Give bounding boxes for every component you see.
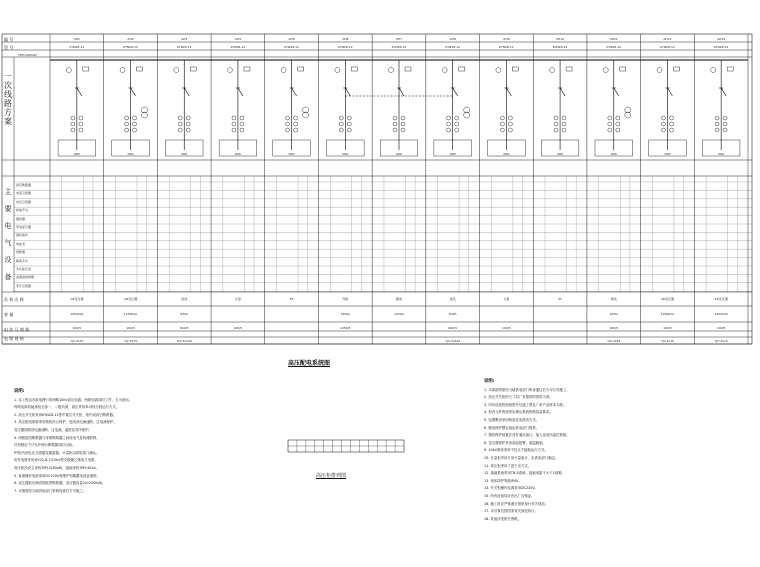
ct-icon bbox=[294, 122, 298, 126]
ct-ratio: 100/5 bbox=[663, 326, 672, 330]
ct-icon bbox=[554, 116, 558, 120]
breaker-icon bbox=[667, 88, 672, 96]
relay-icon bbox=[673, 67, 679, 71]
ct-icon bbox=[401, 116, 405, 120]
ct-icon bbox=[79, 128, 83, 132]
ct-icon bbox=[508, 122, 512, 126]
note-line: 任何情况下只允许两台断路器同时合闸。 bbox=[14, 443, 76, 448]
ct-ratio: 100/5 bbox=[126, 326, 135, 330]
load-name: 进线 bbox=[181, 297, 188, 301]
notes-left bbox=[14, 388, 284, 495]
cabinet-scheme bbox=[273, 60, 311, 156]
ct-icon bbox=[554, 128, 558, 132]
note-line: 变压器回路设电流速断、过电流、温度及零序保护。 bbox=[14, 427, 92, 432]
row-label-primary-scheme: 一次线路方案 bbox=[4, 72, 12, 126]
cabinet-no: AH2 bbox=[127, 37, 134, 41]
ct-icon bbox=[232, 122, 236, 126]
ct-icon bbox=[608, 128, 612, 132]
ct-icon bbox=[232, 128, 236, 132]
capacity: 1250A bbox=[394, 312, 404, 316]
cabinet-type: KYN28-12 bbox=[176, 45, 192, 49]
equipment-row-label: 隔离手车 bbox=[16, 258, 29, 263]
ct-icon bbox=[401, 128, 405, 132]
ct-icon bbox=[562, 128, 566, 132]
ct-ratio: 100/5 bbox=[502, 326, 511, 330]
ct-icon bbox=[616, 116, 620, 120]
note-line: 1. 本系统图需经当地供电部门审查通过后方可订货施工。 bbox=[484, 387, 570, 392]
cabinet-type: KYN28-12 bbox=[123, 45, 138, 49]
cable-spec: YJV-3x70 bbox=[714, 339, 728, 343]
load-name: 计量 bbox=[234, 297, 241, 301]
breaker-icon bbox=[345, 88, 350, 96]
meter-icon bbox=[120, 68, 125, 73]
ct-icon bbox=[723, 122, 727, 126]
ct-icon bbox=[71, 116, 75, 120]
equipment-row-label: 微机保护 bbox=[16, 233, 29, 238]
meter-icon bbox=[66, 68, 71, 73]
equipment-row-label: 零序互感器 bbox=[16, 283, 32, 288]
cable-spec: YJV-3x95 bbox=[607, 339, 621, 343]
ct-icon bbox=[240, 116, 244, 120]
ct-icon bbox=[715, 122, 719, 126]
relay-icon bbox=[351, 67, 357, 71]
ct-icon bbox=[500, 128, 504, 132]
cabinet-no: AH1 bbox=[73, 37, 80, 41]
ct-ratio: 1250/5 bbox=[340, 326, 351, 330]
equipment-row-label: 熔断器 bbox=[16, 250, 26, 255]
meter-icon bbox=[442, 68, 447, 73]
equipment-row-label: 真空断路器 bbox=[16, 183, 32, 187]
row-label-ct: 电 流 互 感 器 bbox=[4, 327, 30, 332]
cabinet-type: KYN28-12 bbox=[337, 45, 353, 49]
ct-icon bbox=[455, 128, 459, 132]
cabinet-scheme bbox=[595, 60, 633, 156]
note-line: 10. 计量柜内设专用计量表计，由供电部门确定。 bbox=[484, 455, 559, 460]
ct-ratio: 200/5 bbox=[609, 326, 619, 330]
meter-icon bbox=[496, 68, 501, 73]
load-name: 1#变压器 bbox=[70, 297, 84, 301]
cabinet-scheme bbox=[380, 60, 418, 156]
load-name: 4#变压器 bbox=[714, 297, 728, 301]
equipment-row-label: 电压互感器 bbox=[16, 199, 32, 204]
note-line: 18. 其他详见相关图纸。 bbox=[484, 516, 521, 521]
note-line: 6. 继电保护整定值由供电部门提供。 bbox=[484, 425, 540, 430]
ct-icon bbox=[661, 128, 665, 132]
relay-icon bbox=[459, 67, 465, 71]
note-line: 15. 所有设备均应有出厂合格证。 bbox=[484, 493, 535, 498]
relay-icon bbox=[190, 67, 196, 71]
note-line: 9. 10kV系统采用中性点不接地运行方式。 bbox=[484, 448, 548, 453]
meter-icon bbox=[174, 68, 179, 73]
ct-icon bbox=[562, 116, 566, 120]
cabinet-scheme bbox=[327, 60, 365, 156]
breaker-icon bbox=[131, 88, 136, 96]
equipment-row-label: 电流互感器 bbox=[16, 191, 32, 196]
cabinet-type: KYN28-12 bbox=[552, 45, 568, 49]
ct-icon bbox=[401, 122, 405, 126]
note-line: 12. 接地系统采用TN-S系统，接地电阻不大于1欧姆。 bbox=[484, 471, 566, 476]
equipment-row-label: 多功能仪表 bbox=[16, 267, 32, 271]
note-line: 14. 开关柜操作电源采用DC220V。 bbox=[484, 486, 539, 491]
ct-icon bbox=[562, 122, 566, 126]
ct-icon bbox=[339, 116, 343, 120]
note-line: 5. 直流操作电源采用DC220V免维护铅酸蓄电池直流屏。 bbox=[14, 473, 100, 478]
ct-icon bbox=[723, 128, 727, 132]
cable-spec: YJV-3x70 bbox=[70, 339, 84, 343]
cabinet-type: KYN28-12 bbox=[445, 45, 461, 49]
cabinet-no: AH4 bbox=[234, 37, 242, 41]
load-name: 3#变压器 bbox=[660, 297, 675, 301]
ct-icon bbox=[186, 122, 190, 126]
ct-icon bbox=[661, 116, 665, 120]
meter-icon bbox=[603, 68, 608, 73]
note-line: 7. 本图需经当地供电部门审核同意后方可施工。 bbox=[14, 488, 87, 493]
ct-icon bbox=[347, 122, 351, 126]
ct-icon bbox=[608, 122, 612, 126]
breaker-icon bbox=[453, 88, 458, 96]
equipment-row-label: 避雷器 bbox=[16, 216, 26, 221]
note-line: 16. 施工时应严格遵守国家现行有关规范。 bbox=[484, 501, 549, 506]
cabinet-no: AH13 bbox=[717, 37, 726, 41]
ct-icon bbox=[339, 122, 343, 126]
capacity: 630A bbox=[180, 312, 189, 316]
drawing-title: 高压配电系统图 bbox=[288, 360, 331, 367]
breaker-icon bbox=[506, 88, 511, 96]
ct-icon bbox=[455, 122, 459, 126]
breaker-icon bbox=[184, 88, 189, 96]
ct-icon bbox=[669, 116, 673, 120]
ct-icon bbox=[125, 122, 129, 126]
capacity: 1250kVA bbox=[714, 312, 728, 316]
load-name: PT bbox=[289, 297, 294, 301]
ct-icon bbox=[178, 128, 182, 132]
breaker-icon bbox=[560, 88, 565, 96]
row-label-cabinet-no: 编 号 bbox=[4, 37, 14, 42]
cabinet-no: AH5 bbox=[288, 37, 295, 41]
capacity: 1250kVA bbox=[70, 312, 84, 316]
capacity: 630A bbox=[448, 312, 457, 316]
meter-icon bbox=[227, 68, 232, 73]
capacity: 1250kVA bbox=[123, 312, 138, 316]
ct-icon bbox=[339, 128, 343, 132]
note-line: 4. 柜内元件的选型应满足系统短路容量要求。 bbox=[484, 410, 553, 415]
busbar-spec: TMY-2(80x8) bbox=[18, 53, 37, 57]
ct-icon bbox=[294, 116, 298, 120]
note-line: 17. 未尽事宜按国家有关规范执行。 bbox=[484, 509, 538, 514]
cable-spec: YJV-3x70 bbox=[660, 339, 675, 343]
note-line: 5. 电缆敷设采用桥架及电缆沟方式。 bbox=[484, 417, 540, 422]
ct-icon bbox=[500, 116, 504, 120]
ct-icon bbox=[669, 122, 673, 126]
notes-right-heading: 说明: bbox=[484, 379, 495, 384]
note-line: 高压柜顶设主母线TMY-2(80x8)，接地母线TMY-40x4。 bbox=[14, 465, 100, 470]
cabinet-no: AH8 bbox=[449, 37, 456, 41]
ct-icon bbox=[79, 122, 83, 126]
cable-spec: YJV-3x240 bbox=[445, 339, 461, 343]
cabinet-scheme bbox=[219, 60, 257, 156]
ct-icon bbox=[447, 116, 451, 120]
breaker-icon bbox=[614, 88, 619, 96]
note-line: 4. 两路进线断路器与母联断路器之间设电气及机械联锁， bbox=[14, 435, 100, 440]
cabinet-no: AH12 bbox=[663, 37, 672, 41]
ct-icon bbox=[347, 116, 351, 120]
ct-icon bbox=[232, 116, 236, 120]
note-line: 2. 高压开关柜采用KYN28-12型中置式开关柜，柜内设真空断路器。 bbox=[14, 412, 117, 417]
note-line: 13. 柜体防护等级IP4X。 bbox=[484, 478, 522, 483]
ct-icon bbox=[125, 128, 129, 132]
load-name: 隔离 bbox=[395, 297, 402, 301]
row-label-main-equipment: 主要电气设备 bbox=[4, 188, 12, 281]
cabinet-scheme bbox=[434, 60, 472, 156]
capacity: 630A bbox=[609, 312, 618, 316]
load-name: 计量 bbox=[503, 297, 510, 301]
ct-icon bbox=[71, 122, 75, 126]
note-line: PT柜内设电压互感器及避雷器，计量柜由供电部门确认。 bbox=[14, 450, 100, 455]
ct-icon bbox=[393, 116, 397, 120]
load-name: 母联 bbox=[342, 297, 349, 301]
cabinet-type: KYN28-12 bbox=[499, 45, 514, 49]
note-line: 1. 本工程由市政电网引来两路10kV高压电源，两路电源同时工作，互为备用。 bbox=[14, 397, 133, 402]
relay-icon bbox=[566, 67, 572, 71]
breaker-icon bbox=[292, 88, 297, 96]
ct-icon bbox=[125, 116, 129, 120]
ct-icon bbox=[133, 128, 137, 132]
ct-icon bbox=[723, 116, 727, 120]
relay-icon bbox=[512, 67, 518, 71]
ct-icon bbox=[294, 128, 298, 132]
ct-icon bbox=[669, 128, 673, 132]
note-line: 7. 微机保护装置应具有通讯接口，接入变电所监控系统。 bbox=[484, 433, 570, 438]
cabinet-no: AH10 bbox=[555, 37, 565, 41]
ct-icon bbox=[133, 116, 137, 120]
note-line: 6. 变压器低压侧设智能型断路器，变压器容量2x1250kVA。 bbox=[14, 481, 106, 486]
ct-ratio: 600/5 bbox=[448, 326, 458, 330]
ct-icon bbox=[554, 122, 558, 126]
ct-icon bbox=[715, 128, 719, 132]
ct-icon bbox=[661, 122, 665, 126]
ct-icon bbox=[608, 116, 612, 120]
cable-spec: YJV-3x70 bbox=[123, 339, 138, 343]
meter-icon bbox=[657, 68, 662, 73]
ct-ratio: 100/5 bbox=[72, 326, 82, 330]
note-line: 2. 高压开关柜的尺寸以厂家提供的资料为准。 bbox=[484, 395, 553, 400]
ct-icon bbox=[393, 128, 397, 132]
ct-ratio: 100/5 bbox=[716, 326, 726, 330]
cabinet-type: KYN28-12 bbox=[660, 45, 675, 49]
relay-icon bbox=[244, 67, 250, 71]
equipment-row-label: 电能表 bbox=[16, 241, 26, 246]
load-name: 馈线 bbox=[610, 297, 617, 301]
ct-icon bbox=[240, 122, 244, 126]
ct-icon bbox=[178, 122, 182, 126]
ct-icon bbox=[186, 116, 190, 120]
breaker-icon bbox=[399, 88, 404, 96]
breaker-icon bbox=[77, 88, 82, 96]
row-label-capacity: 容 量 bbox=[4, 312, 14, 317]
cabinet-no: AH11 bbox=[609, 37, 618, 41]
cabinet-scheme bbox=[112, 60, 150, 156]
cabinet-scheme bbox=[541, 60, 579, 156]
notes-left-heading: 说明: bbox=[14, 389, 25, 394]
note-line: 每路电源均能承担全部一、二级负荷，高压采用单母线分段运行方式。 bbox=[14, 405, 120, 410]
breaker-icon bbox=[721, 88, 726, 96]
ct-ratio: 600/5 bbox=[179, 326, 189, 330]
ct-icon bbox=[447, 122, 451, 126]
equipment-row-label: 带电显示器 bbox=[16, 225, 32, 229]
relay-icon bbox=[298, 67, 304, 71]
ct-icon bbox=[500, 122, 504, 126]
ct-icon bbox=[455, 116, 459, 120]
ct-icon bbox=[393, 122, 397, 126]
breaker-icon bbox=[238, 88, 243, 96]
row-label-cable: 电 缆 规 格 bbox=[4, 336, 24, 341]
cabinet-type: KYN28-12 bbox=[69, 45, 85, 49]
capacity: 1250kVA bbox=[660, 312, 675, 316]
ct-icon bbox=[178, 116, 182, 120]
ct-icon bbox=[616, 122, 620, 126]
cabinet-type: KYN28-12 bbox=[391, 45, 407, 49]
ct-icon bbox=[286, 116, 290, 120]
relay-icon bbox=[137, 67, 143, 71]
cabinet-type: KYN28-12 bbox=[284, 45, 299, 49]
cabinet-no: AH3 bbox=[181, 37, 188, 41]
note-line: 3. 所有设备的规格型号以施工图及厂家产品样本为准。 bbox=[484, 402, 567, 407]
cabinet-type: KYN28-12 bbox=[713, 45, 729, 49]
cable-spec: YJV-3x240 bbox=[176, 339, 192, 343]
ct-icon bbox=[79, 116, 83, 120]
legend-title: 高压柜排列图 bbox=[316, 473, 347, 479]
meter-icon bbox=[389, 68, 394, 73]
ct-icon bbox=[616, 128, 620, 132]
ct-icon bbox=[508, 116, 512, 120]
cabinet-no: AH9 bbox=[503, 37, 510, 41]
cabinet-scheme bbox=[649, 60, 687, 156]
ct-icon bbox=[186, 128, 190, 132]
ct-icon bbox=[133, 122, 137, 126]
ct-icon bbox=[286, 128, 290, 132]
load-name: 2#变压器 bbox=[123, 297, 138, 301]
note-line: 8. 变压器保护采用高温报警、超温跳闸。 bbox=[484, 440, 546, 445]
equipment-row-label: 温湿度控制器 bbox=[16, 275, 35, 280]
meter-icon bbox=[281, 68, 286, 73]
notes-right bbox=[484, 378, 746, 523]
relay-icon bbox=[727, 67, 733, 71]
note-line: 所有电缆采用YJV22-8.7/15kV型交联聚乙烯电力电缆。 bbox=[14, 458, 98, 463]
cabinet-scheme bbox=[488, 60, 526, 156]
note-line: 3. 高压配电系统采用微机综合保护，进线设电流速断、过电流保护。 bbox=[14, 420, 117, 425]
cabinet-type: KYN28-12 bbox=[606, 45, 622, 49]
cabinet-scheme bbox=[702, 60, 740, 156]
cabinet-scheme bbox=[165, 60, 203, 156]
note-line: 11. 高压柜采用下进下出方式。 bbox=[484, 463, 532, 468]
ct-icon bbox=[71, 128, 75, 132]
cabinet-type: KYN28-12 bbox=[230, 45, 246, 49]
cabinet-no: AH7 bbox=[395, 37, 403, 41]
meter-icon bbox=[711, 68, 716, 73]
ct-icon bbox=[286, 122, 290, 126]
equipment-row-label: 接地开关 bbox=[16, 208, 29, 213]
row-label-cabinet-type: 型 号 bbox=[4, 45, 14, 50]
ct-icon bbox=[715, 116, 719, 120]
ct-icon bbox=[240, 128, 244, 132]
load-name: PT bbox=[558, 297, 562, 301]
capacity: 1250A bbox=[340, 312, 351, 316]
meter-icon bbox=[550, 68, 555, 73]
load-name: 进线 bbox=[449, 297, 456, 301]
cabinet-scheme bbox=[58, 60, 96, 156]
row-label-load-name: 负 荷 名 称 bbox=[4, 297, 24, 302]
ct-ratio: 100/5 bbox=[233, 326, 243, 330]
meter-icon bbox=[335, 68, 340, 73]
ct-icon bbox=[508, 128, 512, 132]
ct-icon bbox=[447, 128, 451, 132]
relay-icon bbox=[405, 67, 411, 71]
relay-icon bbox=[83, 67, 89, 71]
cabinet-no: AH6 bbox=[342, 37, 349, 41]
relay-icon bbox=[620, 67, 626, 71]
ct-icon bbox=[347, 128, 351, 132]
